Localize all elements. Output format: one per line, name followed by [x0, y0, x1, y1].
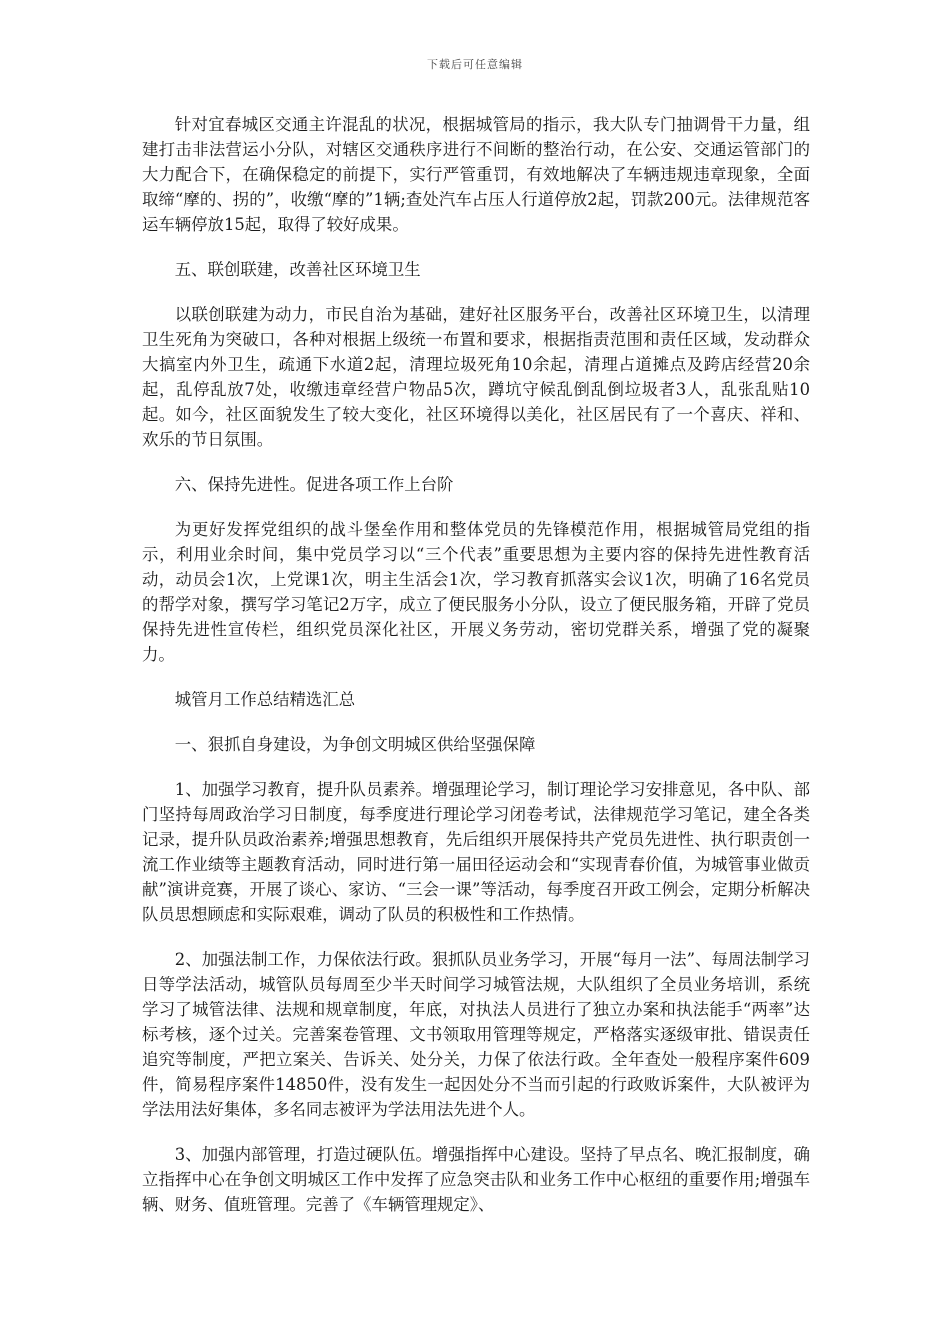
section-heading-five: 五、联创联建，改善社区环境卫生 — [174, 260, 421, 279]
paragraph-internal-management: 3、加强内部管理，打造过硬队伍。增强指挥中心建设。坚持了早点名、晚汇报制度，确立指挥中心在争创文明城区工作中发挥了应急突击队和业务工作中心枢纽的重要作用;增强车辆、财务、值班管理。完善了《车辆管理规定》、 — [142, 1145, 810, 1214]
document-subtitle: 城管月工作总结精选汇总 — [174, 690, 356, 709]
page-header-note: 下载后可任意编辑 — [427, 58, 523, 71]
document-body — [142, 112, 810, 1237]
paragraph-party-advancement: 为更好发挥党组织的战斗堡垒作用和整体党员的先锋模范作用，根据城管局党组的指示，利用业余时间，集中党员学习以“三个代表”重要思想为主要内容的保持先进性教育活动，动员会1次，上党课1次，明主生活会1次，学习教育抓落实会议1次，明确了16名党员的帮学对象，撰写学习笔记2万字，成立了便民服务小分队，设立了便民服务箱，开辟了党员保持先进性宣传栏，组织党员深化社区，开展义务劳动，密切党群关系，增强了党的凝聚力。 — [142, 520, 810, 664]
paragraph-study-education: 1、加强学习教育，提升队员素养。增强理论学习，制订理论学习安排意见，各中队、部门坚持每周政治学习日制度，每季度进行理论学习闭卷考试，法律规范学习笔记，建全各类记录，提升队员政治素养;增强思想教育，先后组织开展保持共产党员先进性、执行职责创一流工作业绩等主题教育活动，同时进行第一届田径运动会和“实现青春价值，为城管事业做贡献”演讲竞赛，开展了谈心、家访、“三会一课”等活动，每季度召开政工例会，定期分析解决队员思想顾虑和实际艰难，调动了队员的积极性和工作热情。 — [142, 780, 810, 924]
section-heading-one: 一、狠抓自身建设，为争创文明城区供给坚强保障 — [174, 735, 536, 754]
paragraph-community-sanitation: 以联创联建为动力，市民自治为基础，建好社区服务平台，改善社区环境卫生，以清理卫生死角为突破口，各种对根据上级统一布置和要求，根据指责范围和责任区域，发动群众大搞室内外卫生，疏通下水道2起，清理垃圾死角10余起，清理占道摊点及跨店经营20余起，乱停乱放7处，收缴违章经营户物品5次，蹲坑守候乱倒乱倒垃圾者3人，乱张乱贴10起。如今，社区面貌发生了较大变化，社区环境得以美化，社区居民有了一个喜庆、祥和、欢乐的节日氛围。 — [142, 305, 810, 449]
paragraph-legal-work: 2、加强法制工作，力保依法行政。狠抓队员业务学习，开展“每月一法”、每周法制学习日等学法活动，城管队员每周至少半天时间学习城管法规，大队组织了全员业务培训，系统学习了城管法律、法规和规章制度，年底，对执法人员进行了独立办案和执法能手“两率”达标考核，逐个过关。完善案卷管理、文书领取用管理等规定，严格落实逐级审批、错误责任追究等制度，严把立案关、告诉关、处分关，力保了依法行政。全年查处一般程序案件609件，简易程序案件14850件，没有发生一起因处分不当而引起的行政败诉案件，大队被评为学法用法好集体，多名同志被评为学法用法先进个人。 — [142, 950, 810, 1119]
section-heading-six: 六、保持先进性。促进各项工作上台阶 — [174, 475, 454, 494]
paragraph-traffic-rectification: 针对宜春城区交通主许混乱的状况，根据城管局的指示，我大队专门抽调骨干力量，组建打击非法营运小分队，对辖区交通秩序进行不间断的整治行动，在公安、交通运管部门的大力配合下，在确保稳定的前提下，实行严管重罚，有效地解决了车辆违规违章现象，全面取缔“摩的、拐的”，收缴“摩的”1辆;查处汽车占压人行道停放2起，罚款200元。法律规范客运车辆停放15起，取得了较好成果。 — [142, 115, 810, 234]
